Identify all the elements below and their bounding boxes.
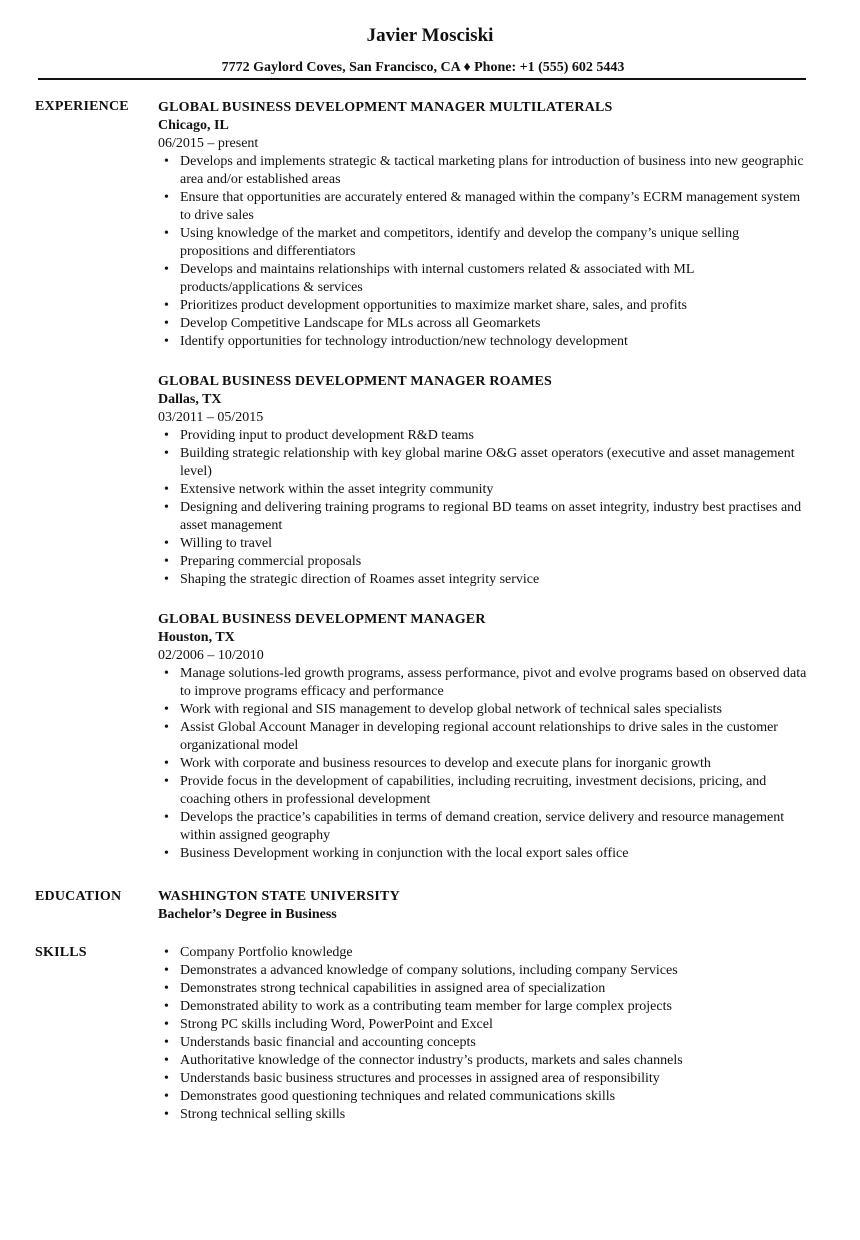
list-item: • Demonstrates a advanced knowledge of company solutions, including company Services <box>158 962 808 980</box>
job-location: Houston, TX <box>158 630 235 645</box>
experience-heading: EXPERIENCE <box>35 99 129 114</box>
contact-line: 7772 Gaylord Coves, San Francisco, CA ♦ Phone: +1 (555) 602 5443 <box>221 60 625 75</box>
list-item: • Strong PC skills including Word, PowerPoint and Excel <box>158 1016 808 1034</box>
skills-list <box>158 944 808 1124</box>
list-item: • Provide focus in the development of capabilities, including recruiting, investment decisions, pricing, and coaching others in professional development <box>158 773 808 809</box>
list-item: • Work with regional and SIS management to develop global network of technical sales specialists <box>158 701 808 719</box>
list-item: • Shaping the strategic direction of Roames asset integrity service <box>158 571 808 589</box>
job-entry <box>158 99 808 351</box>
job-dates: 03/2011 – 05/2015 <box>158 410 264 425</box>
job-dates: 02/2006 – 10/2010 <box>158 648 264 663</box>
header-divider <box>38 78 806 80</box>
job-title: GLOBAL BUSINESS DEVELOPMENT MANAGER ROAMES <box>158 374 552 389</box>
degree: Bachelor’s Degree in Business <box>158 907 337 922</box>
list-item: • Extensive network within the asset integrity community <box>158 481 808 499</box>
list-item: • Using knowledge of the market and competitors, identify and develop the company’s unique selling propositions and differentiators <box>158 225 808 261</box>
job-dates: 06/2015 – present <box>158 136 259 151</box>
education-heading: EDUCATION <box>35 889 122 904</box>
candidate-name: Javier Mosciski <box>366 25 494 46</box>
school-name: WASHINGTON STATE UNIVERSITY <box>158 889 400 904</box>
list-item: • Ensure that opportunities are accurately entered & managed within the company’s ECRM management system to drive sales <box>158 189 808 225</box>
list-item: • Company Portfolio knowledge <box>158 944 808 962</box>
list-item: • Demonstrates good questioning techniques and related communications skills <box>158 1088 808 1106</box>
skills-block <box>158 944 808 1124</box>
job-title: GLOBAL BUSINESS DEVELOPMENT MANAGER <box>158 612 486 627</box>
job-location: Chicago, IL <box>158 118 229 133</box>
skills-heading: SKILLS <box>35 945 87 960</box>
job-bullets <box>158 665 808 863</box>
job-entry <box>158 611 808 863</box>
list-item: • Authoritative knowledge of the connector industry’s products, markets and sales channels <box>158 1052 808 1070</box>
list-item: • Preparing commercial proposals <box>158 553 808 571</box>
list-item: • Assist Global Account Manager in developing regional account relationships to drive sales in the customer organizational model <box>158 719 808 755</box>
list-item: • Identify opportunities for technology introduction/new technology development <box>158 333 808 351</box>
job-bullets <box>158 427 808 589</box>
job-bullets <box>158 153 808 351</box>
list-item: • Demonstrated ability to work as a contributing team member for large complex projects <box>158 998 808 1016</box>
list-item: • Providing input to product development R&D teams <box>158 427 808 445</box>
list-item: • Understands basic financial and accounting concepts <box>158 1034 808 1052</box>
job-location: Dallas, TX <box>158 392 222 407</box>
job-entry <box>158 373 808 589</box>
list-item: • Business Development working in conjunction with the local export sales office <box>158 845 808 863</box>
education-entry <box>158 888 808 924</box>
list-item: • Understands basic business structures and processes in assigned area of responsibility <box>158 1070 808 1088</box>
job-title: GLOBAL BUSINESS DEVELOPMENT MANAGER MULTILATERALS <box>158 100 613 115</box>
list-item: • Develops and implements strategic & tactical marketing plans for introduction of business into new geographic area and/or established areas <box>158 153 808 189</box>
list-item: • Prioritizes product development opportunities to maximize market share, sales, and profits <box>158 297 808 315</box>
list-item: • Manage solutions-led growth programs, assess performance, pivot and evolve programs based on observed data to improve programs efficacy and performance <box>158 665 808 701</box>
list-item: • Develops the practice’s capabilities in terms of demand creation, service delivery and resource management within assigned geography <box>158 809 808 845</box>
list-item: • Demonstrates strong technical capabilities in assigned area of specialization <box>158 980 808 998</box>
list-item: • Work with corporate and business resources to develop and execute plans for inorganic growth <box>158 755 808 773</box>
list-item: • Building strategic relationship with key global marine O&G asset operators (executive and asset management level) <box>158 445 808 481</box>
list-item: • Strong technical selling skills <box>158 1106 808 1124</box>
list-item: • Develop Competitive Landscape for MLs across all Geomarkets <box>158 315 808 333</box>
list-item: • Develops and maintains relationships with internal customers related & associated with ML products/applications & services <box>158 261 808 297</box>
list-item: • Designing and delivering training programs to regional BD teams on asset integrity, industry best practises and asset management <box>158 499 808 535</box>
list-item: • Willing to travel <box>158 535 808 553</box>
